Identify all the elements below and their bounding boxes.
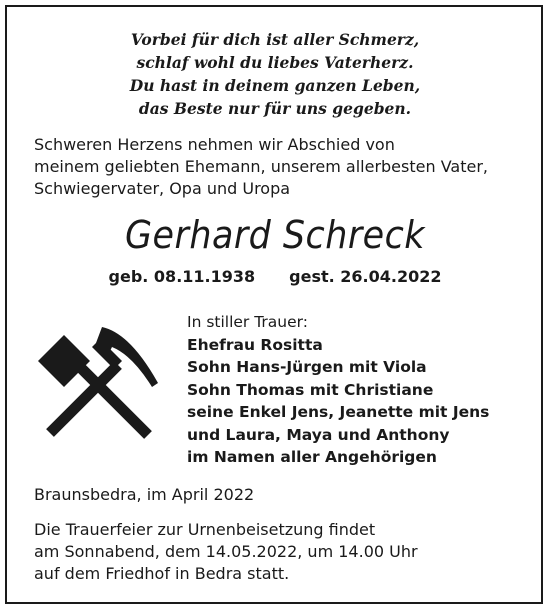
intro-line: Schweren Herzens nehmen wir Abschied von	[34, 135, 395, 154]
intro-line: meinem geliebten Ehemann, unserem allerbesten Vater,	[34, 157, 488, 176]
mourners-list	[187, 311, 537, 469]
mourners-heading: In stiller Trauer:	[187, 313, 308, 331]
mourner-line: Sohn Thomas mit Christiane	[187, 380, 434, 399]
poem-line: das Beste nur für uns gegeben.	[138, 99, 412, 118]
mourner-line: seine Enkel Jens, Jeanette mit Jens	[187, 403, 490, 421]
death-date: gest. 26.04.2022	[289, 267, 442, 286]
memorial-poem	[0, 28, 550, 120]
hammer-and-pick-icon	[34, 319, 162, 447]
mourner-line: im Namen aller Angehörigen	[187, 448, 437, 466]
ceremony-line: auf dem Friedhof in Bedra statt.	[34, 564, 290, 583]
mourner-line: und Laura, Maya und Anthony	[187, 425, 450, 444]
mourner-line: Ehefrau Rositta	[187, 335, 323, 354]
poem-line: schlaf wohl du liebes Vaterherz.	[136, 53, 414, 72]
life-dates	[0, 266, 550, 288]
birth-date: geb. 08.11.1938	[108, 267, 256, 286]
farewell-intro	[34, 134, 534, 200]
funeral-details	[34, 519, 534, 585]
poem-line: Vorbei für dich ist aller Schmerz,	[130, 30, 420, 49]
ceremony-line: am Sonnabend, dem 14.05.2022, um 14.00 Uhr	[34, 542, 418, 561]
poem-line: Du hast in deinem ganzen Leben,	[129, 76, 421, 95]
ceremony-line: Die Trauerfeier zur Urnenbeisetzung findet	[34, 520, 376, 539]
mourner-line: Sohn Hans-Jürgen mit Viola	[187, 358, 427, 376]
place-and-date: Braunsbedra, im April 2022	[34, 485, 255, 504]
deceased-name: Gerhard Schreck	[124, 213, 426, 257]
intro-line: Schwiegervater, Opa und Uropa	[34, 179, 291, 198]
